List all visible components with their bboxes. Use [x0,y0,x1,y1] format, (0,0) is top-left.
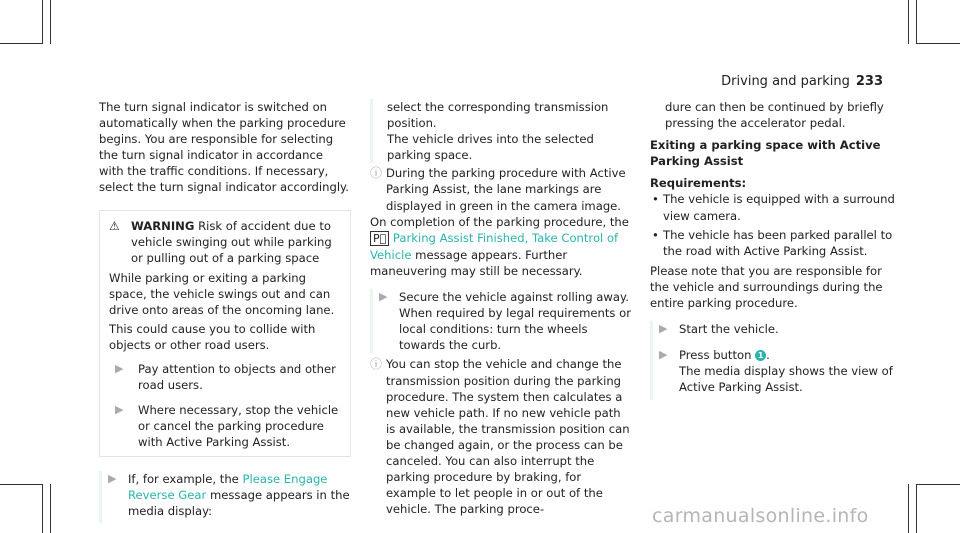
warning-box [99,210,351,457]
crop-mark [916,43,960,44]
warning-step: ▶ Pay attention to objects and other road users. [115,362,336,393]
info-icon: ⓘ [370,357,383,372]
column-2 [370,99,632,517]
crop-mark [916,484,917,533]
requirements-label: Requirements: [650,176,747,191]
step-arrow-icon: ▶ [115,402,124,416]
info-note: ⓘ You can stop the vehicle and change the transmission position during the parking procedure. The system then calculates a new vehicle path. If no new vehicle path is available, the transmission position can be changed again, or the process can be canceled. You can also interrupt the parking procedure by braking, for example to let people in or out of the vehicle. The parking proce- [370,357,630,517]
parking-assist-icon: P⃥ [370,231,389,246]
continued-text: dure can then be continued by briefly pressing the accelerator pedal. [665,100,884,131]
procedure-step: ▶ Start the vehicle. ▶ Press button 1 . The media display shows the view of Active Parking Assist. [650,321,900,399]
step-arrow-icon: ▶ [659,322,668,336]
step-arrow-icon: ▶ [115,362,124,376]
step-arrow-icon: ▶ [108,471,117,485]
crop-mark [916,484,960,485]
column-3 [650,99,900,400]
step-arrow-icon: ▶ [659,348,668,362]
warning-icon: ⚠ [109,218,120,233]
warning-label: WARNING [131,218,195,233]
requirement-item: • The vehicle has been parked parallel to the road with Active Parking Assist. [650,227,900,259]
watermark: carmanualsonline.info [652,505,869,527]
requirement-item: • The vehicle is equipped with a surround view camera. [650,191,900,223]
warning-text: This could cause you to collide with objects or other road users. [109,322,316,353]
note-paragraph: Please note that you are responsible for the vehicle and surroundings during the entire parking procedure. [650,263,883,311]
page-number: 233 [855,74,883,89]
crop-mark [908,0,909,44]
crop-mark [42,484,43,533]
procedure-step: ▶ Secure the vehicle against rolling away. When required by legal requirements or local conditions: turn the wheels towards the curb. [370,289,632,353]
crop-mark [916,0,917,44]
intro-paragraph: The turn signal indicator is switched on automatically when the parking procedure begins. You are responsible for selecting the turn signal indicator in accordance with the traffic conditions. If necessary, select the turn signal indicator accordingly. [99,100,349,195]
page-header [721,74,883,89]
display-message: Please Engage Reverse Gear [128,471,328,502]
section-title: Driving and parking [721,74,850,89]
info-note: ⓘ During the parking procedure with Active Parking Assist, the lane markings are displayed in green in the camera image. [370,166,626,213]
crop-mark [50,0,51,44]
column-1 [99,99,351,523]
info-icon: ⓘ [370,166,383,181]
completion-paragraph: On completion of the parking procedure, the P⃥ Parking Assist Finished, Take Control of Vehicle message appears. Further maneuvering may still be necessary. [370,214,629,278]
warning-text: While parking or exiting a parking space, the vehicle swings out and can drive onto areas of the oncoming lane. [109,270,335,318]
section-heading: Exiting a parking space with Active Parking Assist [650,138,881,169]
crop-mark [50,484,51,533]
crop-mark [908,484,909,533]
button-number-badge: 1 [755,350,766,361]
warning-title: Risk of accident due to vehicle swinging out while parking or pulling out of a parking space [131,218,332,265]
procedure-step-continued: select the corresponding transmission position. The vehicle drives into the selected parking space. [370,99,632,163]
warning-step: ▶ Where necessary, stop the vehicle or cancel the parking procedure with Active Parking Assist. [115,402,339,449]
crop-mark [42,0,43,44]
step-arrow-icon: ▶ [379,290,388,304]
procedure-step: ▶ If, for example, the Please Engage Reverse Gear message appears in the media display: [99,471,351,523]
crop-mark [0,43,43,44]
crop-mark [0,484,43,485]
display-message: Parking Assist Finished, Take Control of Vehicle [370,230,619,262]
